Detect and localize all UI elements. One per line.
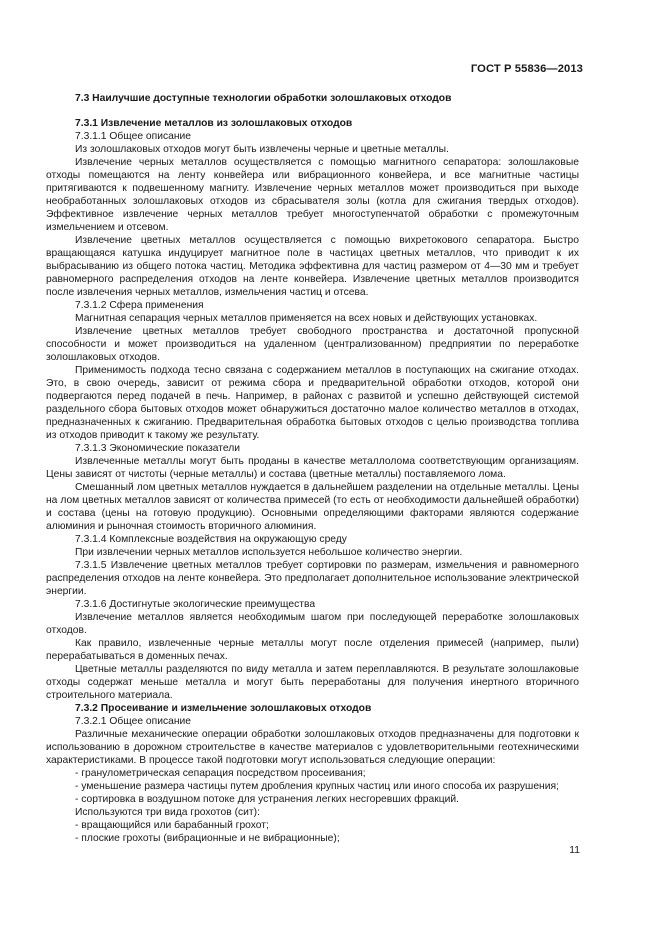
paragraph: Как правило, извлеченные черные металлы могут после отделения примесей (например, пыли) перерабатываться в доменных печах. [46, 638, 579, 662]
clause-heading: 7.3.1.2 Сфера применения [75, 300, 204, 311]
paragraph: Цветные металлы разделяются по виду металла и затем переплавляются. В результате золошлаковые отходы содержат меньше металла и могут быть переработаны для получения инертного вторичного строительного материала. [46, 664, 579, 701]
page-number: 11 [569, 845, 580, 856]
list-item: - плоские грохоты (вибрационные и не вибрационные); [75, 833, 340, 844]
list-item: - уменьшение размера частицы путем дробления крупных частиц или иного способа их разрушения; [75, 781, 559, 792]
paragraph: При извлечении черных металлов используется небольшое количество энергии. [75, 547, 463, 558]
subsection-title: 7.3.1 Извлечение металлов из золошлаковых отходов [75, 118, 353, 129]
clause-heading: 7.3.2.1 Общее описание [75, 716, 192, 727]
document-body [46, 92, 579, 845]
list-item: - вращающийся или барабанный грохот; [75, 820, 269, 831]
paragraph: Извлеченные металлы могут быть проданы в качестве металлолома соответствующим организациям. Цены зависят от чистоты (черные металлы) и состава (цветные металлы) поставляемого лома. [46, 456, 579, 480]
paragraph: 7.3.1.5 Извлечение цветных металлов требует сортировки по размерам, измельчения и равномерного распределения отходов на ленте конвейера. Это предполагает дополнительное использование электрической энергии. [46, 560, 579, 597]
subsection-title: 7.3.2 Просеивание и измельчение золошлаковых отходов [75, 703, 372, 714]
paragraph: Извлечение черных металлов осуществляется с помощью магнитного сепаратора: золошлаковые отходы помещаются на ленту конвейера или вибрационного конвейера, и все магнитные частицы притягиваются к подвешенному магниту. Извлечение черных металлов может производиться при выходе необработанных золошлаковых отходов из сбрасывателя золы (котла для сжигания твердых отходов). Эффективное извлечение черных металлов требует многоступенчатой обработки с промежуточным измельчением и отсевом. [46, 157, 579, 233]
clause-heading: 7.3.1.3 Экономические показатели [75, 443, 241, 454]
section-content [46, 117, 579, 845]
section-title: 7.3 Наилучшие доступные технологии обработки золошлаковых отходов [75, 93, 452, 104]
clause-heading: 7.3.1.1 Общее описание [75, 131, 192, 142]
paragraph: Из золошлаковых отходов могут быть извлечены черные и цветные металлы. [75, 144, 449, 155]
paragraph: Магнитная сепарация черных металлов применяется на всех новых и действующих установках. [75, 313, 538, 324]
paragraph: Применимость подхода тесно связана с содержанием металлов в поступающих на сжигание отходах. Это, в свою очередь, зависит от режима сбора и предварительной обработки отходов, которой они подвергаются перед подачей в печь. Например, в районах с развитой и успешно действующей системой раздельного сбора бытовых отходов может обнаружиться достаточно малое количество металлов в отходах, предназначенных к сжиганию. Предварительная обработка бытовых отходов с целью производства топлива из отходов приводит к такому же результату. [46, 365, 579, 441]
document-standard-code: ГОСТ Р 55836—2013 [470, 63, 583, 75]
list-item: - гранулометрическая сепарация посредством просеивания; [75, 768, 366, 779]
paragraph: Различные механические операции обработки золошлаковых отходов предназначены для подготовки к использованию в дорожном строительстве в качестве материалов с удовлетворительными геотехническими характеристиками. В процессе такой подготовки могут использоваться следующие операции: [46, 729, 579, 766]
list-item: Используются три вида грохотов (сит): [75, 807, 260, 818]
paragraph: Смешанный лом цветных металлов нуждается в дальнейшем разделении на отдельные металлы. Цены на лом цветных металлов зависят от количества примесей (то есть от необходимости дальнейшей обработки) и состава (цены на готовую продукцию). Основными определяющими факторами являются содержание алюминия и рыночная стоимость вторичного алюминия. [46, 482, 579, 532]
clause-heading: 7.3.1.4 Комплексные воздействия на окружающую среду [75, 534, 347, 545]
clause-heading: 7.3.1.6 Достигнутые экологические преимущества [75, 599, 316, 610]
paragraph: Извлечение цветных металлов осуществляется с помощью вихретокового сепаратора. Быстро вращающаяся катушка индуцирует магнитное поле в частицах цветных металлов, что приводит к их выбрасыванию из общего потока частиц. Методика эффективна для частиц размером от 4—30 мм и требует равномерного распределения отходов на ленте конвейера. Извлечение цветных металлов производится после извлечения черных металлов, измельчения частиц и отсева. [46, 235, 579, 298]
list-item: - сортировка в воздушном потоке для устранения легких несгоревших фракций. [75, 794, 459, 805]
paragraph: Извлечение цветных металлов требует свободного пространства и достаточной пропускной способности и может производиться на удаленном (централизованном) предприятии по переработке золошлаковых отходов. [46, 326, 579, 363]
paragraph: Извлечение металлов является необходимым шагом при последующей переработке золошлаковых отходов. [46, 612, 579, 636]
